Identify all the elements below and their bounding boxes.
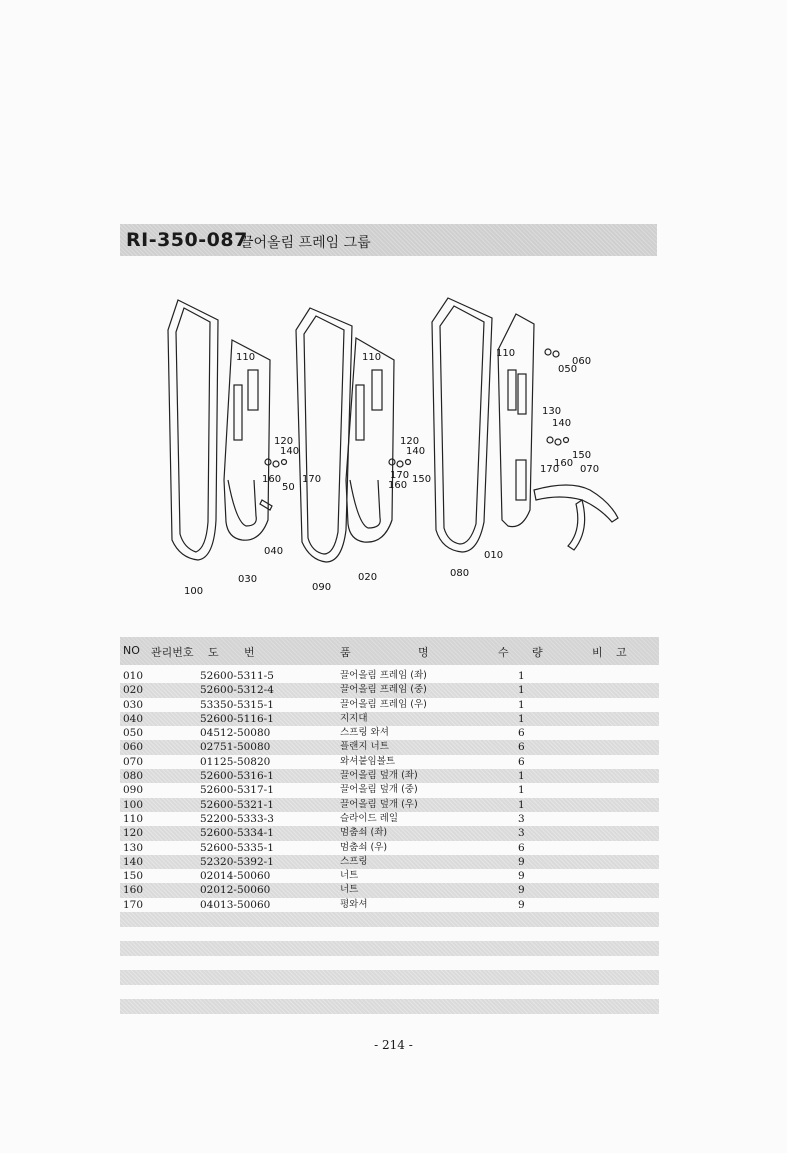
cell-qty: 6 (518, 727, 525, 740)
cell-drawing: 52600-5312-4 (200, 684, 274, 697)
cell-qty: 9 (518, 884, 525, 897)
cell-no: 040 (123, 712, 144, 725)
cell-name: 너트 (340, 884, 359, 896)
callout-label: 160 (554, 458, 574, 469)
cell-qty: 9 (518, 898, 525, 911)
table-row (120, 855, 659, 869)
cell-no: 110 (123, 812, 144, 825)
cell-name: 스프링 (340, 855, 368, 867)
cell-drawing: 52600-5321-1 (200, 798, 274, 811)
header-mgmt: 관리번호 (151, 646, 194, 659)
cell-name: 끌어올림 프레임 (우) (340, 698, 427, 710)
cell-no: 050 (123, 727, 144, 740)
cell-drawing: 02751-50080 (200, 741, 271, 754)
callout-label: 110 (496, 348, 516, 359)
callout-label: 120 (274, 436, 294, 447)
table-row (120, 769, 659, 783)
cell-name: 너트 (340, 870, 359, 882)
header-qty-1: 수 (498, 646, 509, 659)
callout-label: 170 (390, 470, 410, 481)
cell-no: 060 (123, 741, 144, 754)
table-row (120, 726, 659, 740)
callout-label: 140 (280, 446, 300, 457)
cell-no: 160 (123, 884, 144, 897)
cell-drawing: 52600-5311-5 (200, 670, 274, 682)
callout-label: 090 (312, 582, 332, 593)
cell-qty: 1 (518, 684, 525, 697)
support-shape (260, 500, 272, 510)
cell-qty: 1 (518, 698, 525, 711)
callout-label: 160 (262, 474, 282, 485)
cell-drawing: 52600-5335-1 (200, 841, 274, 854)
table-row (120, 812, 659, 826)
callout-label: 160 (388, 480, 408, 491)
cell-name: 스프링 와셔 (340, 727, 389, 739)
cell-name: 플랜지 너트 (340, 741, 389, 753)
empty-row (120, 970, 659, 985)
callout-label: 120 (400, 436, 420, 447)
callout-label: 110 (362, 352, 382, 363)
header-no: NO (123, 644, 140, 657)
header-qty-2: 량 (532, 646, 543, 659)
cell-name: 슬라이드 레일 (340, 812, 399, 824)
callout-label: 150 (412, 474, 432, 485)
callout-label: 140 (552, 418, 572, 429)
cell-name: 끌어올림 프레임 (좌) (340, 670, 427, 681)
cell-qty: 1 (518, 798, 525, 811)
table-row (120, 740, 659, 754)
cell-no: 090 (123, 784, 144, 797)
cell-drawing: 53350-5315-1 (200, 698, 274, 711)
table-row (120, 783, 659, 797)
callout-label: 010 (484, 550, 504, 561)
cell-name: 끌어올림 덮개 (중) (340, 784, 418, 796)
callout-label: 040 (264, 546, 284, 557)
header-drawing-2: 번 (244, 646, 255, 659)
cell-drawing: 52200-5333-3 (200, 812, 274, 825)
cell-drawing: 02012-50060 (200, 884, 271, 897)
header-name-2: 명 (418, 646, 429, 659)
callout-label: 140 (406, 446, 426, 457)
callout-label: 060 (572, 356, 592, 367)
cell-name: 멈춤쇠 (좌) (340, 827, 388, 839)
header-drawing-1: 도 (208, 646, 219, 659)
parts-table (120, 637, 659, 1014)
cell-no: 150 (123, 870, 144, 883)
table-row (120, 755, 659, 769)
cell-qty: 1 (518, 670, 525, 682)
cell-qty: 9 (518, 870, 525, 883)
cell-name: 끌어올림 덮개 (좌) (340, 770, 418, 782)
cell-drawing: 52320-5392-1 (200, 855, 274, 868)
cell-name: 평와셔 (340, 898, 368, 910)
callout-label: 150 (572, 450, 592, 461)
cell-qty: 6 (518, 755, 525, 768)
cell-no: 170 (123, 898, 144, 911)
cell-no: 070 (123, 755, 144, 768)
group-code: RI-350-087 (126, 229, 248, 251)
group-title: 끌어올림 프레임 그룹 (240, 235, 371, 251)
header-remark-1: 비 (592, 646, 603, 659)
table-row (120, 841, 659, 855)
callout-label: 080 (450, 568, 470, 579)
empty-row (120, 941, 659, 956)
callout-label: 170 (540, 464, 560, 475)
cell-drawing: 01125-50820 (200, 755, 271, 768)
cell-drawing: 02014-50060 (200, 870, 271, 883)
table-row (120, 712, 659, 726)
cell-qty: 1 (518, 770, 525, 783)
cell-qty: 1 (518, 712, 525, 725)
cell-no: 120 (123, 827, 144, 840)
cell-no: 100 (123, 798, 144, 811)
cell-drawing: 04013-50060 (200, 898, 271, 911)
empty-row (120, 927, 659, 942)
table-row (120, 683, 659, 697)
cell-qty: 3 (518, 827, 525, 840)
table-row (120, 826, 659, 840)
table-row (120, 798, 659, 812)
empty-row (120, 956, 659, 971)
table-header (120, 637, 659, 665)
table-row (120, 698, 659, 712)
cell-qty: 9 (518, 855, 525, 868)
cell-drawing: 52600-5116-1 (200, 712, 274, 725)
cell-qty: 3 (518, 812, 525, 825)
callout-label: 020 (358, 572, 378, 583)
cell-no: 130 (123, 841, 144, 854)
empty-row (120, 985, 659, 1000)
callout-labels (184, 348, 599, 597)
callout-label: 110 (236, 352, 256, 363)
cell-name: 지지대 (340, 712, 368, 724)
callout-label: 050 (558, 364, 578, 375)
callout-label: 50 (282, 482, 295, 493)
cell-no: 080 (123, 770, 144, 783)
header-remark-2: 고 (616, 646, 627, 659)
table-row (120, 669, 659, 683)
cell-drawing: 52600-5334-1 (200, 827, 274, 840)
cell-drawing: 52600-5317-1 (200, 784, 274, 797)
header-name-1: 품 (340, 646, 351, 659)
cell-no: 030 (123, 698, 144, 711)
cell-qty: 1 (518, 784, 525, 797)
cell-no: 140 (123, 855, 144, 868)
table-row (120, 869, 659, 883)
cell-drawing: 04512-50080 (200, 727, 271, 740)
callout-label: 130 (542, 406, 562, 417)
callout-label: 070 (580, 464, 600, 475)
cell-qty: 6 (518, 841, 525, 854)
frame-right-shape (224, 340, 270, 540)
cell-drawing: 52600-5316-1 (200, 770, 274, 783)
table-row (120, 883, 659, 897)
cover-right-shape (168, 300, 218, 560)
callout-label: 170 (302, 474, 322, 485)
page-number: - 214 - (374, 1038, 413, 1052)
empty-row (120, 912, 659, 927)
parts-diagram (150, 290, 640, 610)
cell-name: 끌어올림 프레임 (중) (340, 684, 427, 696)
empty-row (120, 999, 659, 1014)
cell-qty: 6 (518, 741, 525, 754)
frame-middle-shape (346, 338, 394, 542)
callout-label: 100 (184, 586, 204, 597)
callout-label: 030 (238, 574, 258, 585)
cell-name: 멈춤쇠 (우) (340, 841, 388, 853)
cell-name: 끌어올림 덮개 (우) (340, 798, 418, 810)
cell-no: 010 (123, 670, 144, 682)
table-row (120, 898, 659, 912)
cell-name: 와셔붙임볼트 (340, 755, 396, 767)
cell-no: 020 (123, 684, 144, 697)
